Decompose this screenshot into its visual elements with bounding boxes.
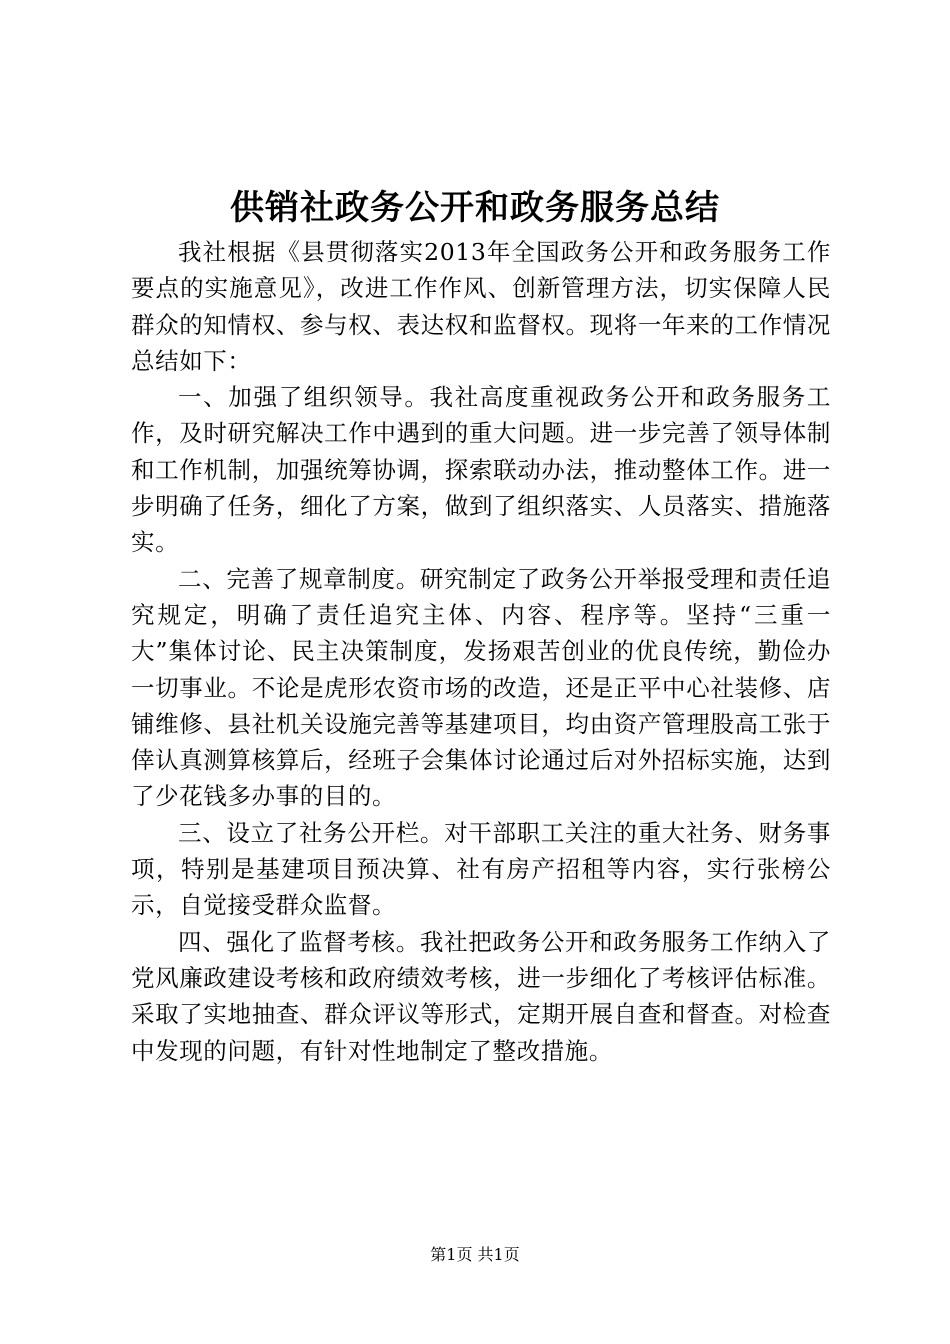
- section-2-paragraph: 二、完善了规章制度。研究制定了政务公开举报受理和责任追究规定，明确了责任追究主体、内容、程序等。坚持“三重一大”集体讨论、民主决策制度，发扬艰苦创业的优良传统，勤俭办一切事业。不论是虎形农资市场的改造，还是正平中心社装修、店铺维修、县社机关设施完善等基建项目，均由资产管理股高工张于倖认真测算核算后，经班子会集体讨论通过后对外招标实施，达到了少花钱多办事的目的。: [131, 564, 831, 811]
- document-title: 供销社政务公开和政务服务总结: [230, 188, 720, 228]
- section-4-paragraph: 四、强化了监督考核。我社把政务公开和政务服务工作纳入了党风廉政建设考核和政府绩效考核，进一步细化了考核评估标准。采取了实地抽查、群众评议等形式，定期开展自查和督查。对检查中发现的问题，有针对性地制定了整改措施。: [131, 927, 831, 1065]
- page-number-footer: 第1页 共1页: [430, 1245, 520, 1264]
- section-1-paragraph: 一、加强了组织领导。我社高度重视政务公开和政务服务工作，及时研究解决工作中遇到的重大问题。进一步完善了领导体制和工作机制，加强统筹协调，探索联动办法，推动整体工作。进一步明确了任务，细化了方案，做到了组织落实、人员落实、措施落实。: [131, 383, 831, 557]
- section-3-paragraph: 三、设立了社务公开栏。对干部职工关注的重大社务、财务事项，特别是基建项目预决算、社有房产招租等内容，实行张榜公示，自觉接受群众监督。: [131, 818, 831, 920]
- document-body: [131, 234, 831, 1069]
- intro-paragraph: 我社根据《县贯彻落实2013年全国政务公开和政务服务工作要点的实施意见》，改进工作作风、创新管理方法，切实保障人民群众的知情权、参与权、表达权和监督权。现将一年来的工作情况总结如下：: [131, 238, 831, 375]
